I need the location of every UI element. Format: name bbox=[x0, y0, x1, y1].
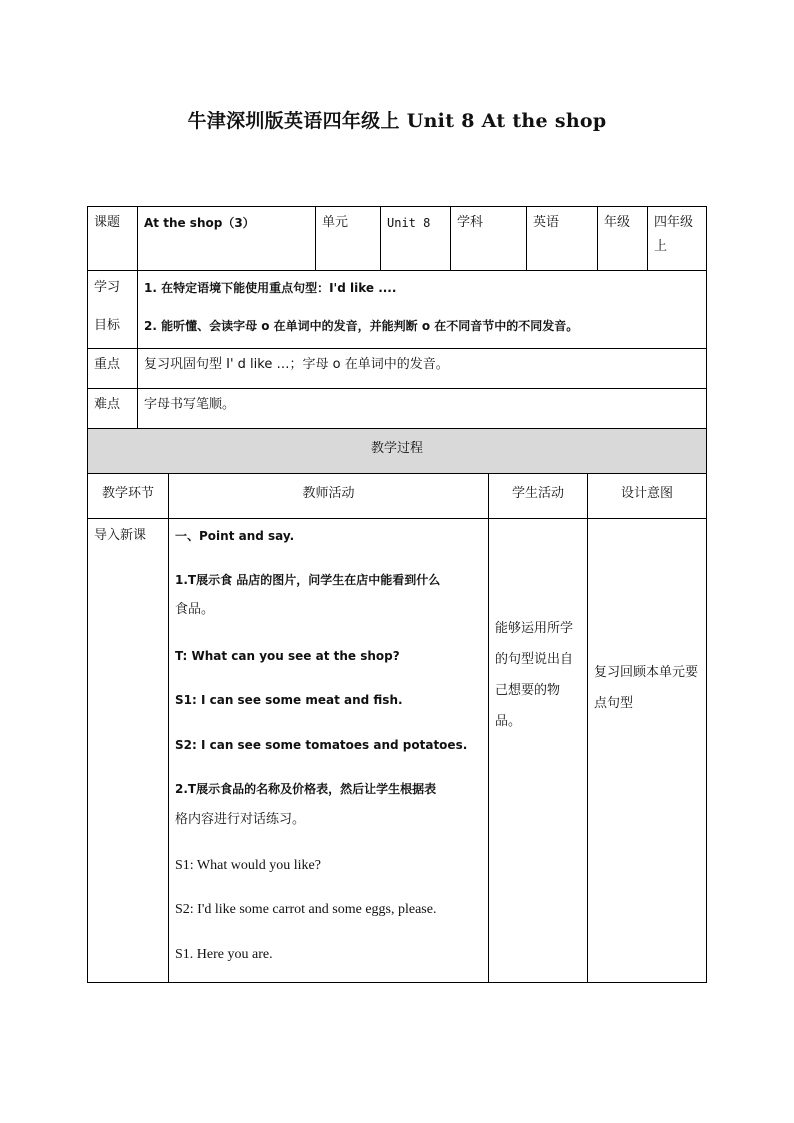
col-header-design: 设计意图 bbox=[588, 474, 707, 519]
grade-label: 年级 bbox=[598, 207, 648, 271]
topic-label: 课题 bbox=[88, 207, 138, 271]
unit-label: 单元 bbox=[316, 207, 381, 271]
col-header-student: 学生活动 bbox=[489, 474, 588, 519]
teacher-line-3: 食品。 bbox=[175, 602, 215, 617]
key-points-label: 重点 bbox=[88, 349, 138, 389]
col-header-stage: 教学环节 bbox=[88, 474, 169, 519]
objectives-label-line-2: 目标 bbox=[94, 318, 121, 333]
teacher-line-2: 1.T展示食 品店的图片，问学生在店中能看到什么 bbox=[175, 573, 441, 587]
key-points-value: 复习巩固句型 I' d like …；字母 o 在单词中的发音。 bbox=[138, 349, 707, 389]
col-header-teacher: 教师活动 bbox=[169, 474, 489, 519]
teacher-line-4: T: What can you see at the shop? bbox=[175, 649, 400, 663]
student-activity-cell: 能够运用所学的句型说出自己想要的物品。 bbox=[489, 519, 588, 983]
teacher-line-8: 格内容进行对话练习。 bbox=[175, 812, 306, 827]
teacher-line-5: S1: I can see some meat and fish. bbox=[175, 693, 403, 707]
teacher-line-6: S2: I can see some tomatoes and potatoes. bbox=[175, 738, 468, 752]
objective-item-1: 1. 在特定语境下能使用重点句型：I'd like .... bbox=[144, 281, 397, 295]
subject-value: 英语 bbox=[527, 207, 598, 271]
objectives-label bbox=[88, 271, 138, 349]
unit-value: Unit 8 bbox=[381, 207, 451, 271]
teacher-line-11: S1. Here you are. bbox=[175, 947, 273, 962]
teacher-line-7: 2.T展示食品的名称及价格表，然后让学生根据表 bbox=[175, 782, 437, 796]
objectives-content bbox=[138, 271, 707, 349]
difficulties-value: 字母书写笔顺。 bbox=[138, 389, 707, 429]
objective-item-2: 2. 能听懂、会读字母 o 在单词中的发音，并能判断 o 在不同音节中的不同发音。 bbox=[144, 319, 579, 333]
lesson-plan-table bbox=[87, 206, 707, 983]
grade-value: 四年级上 bbox=[648, 207, 707, 271]
difficulties-label: 难点 bbox=[88, 389, 138, 429]
process-header: 教学过程 bbox=[88, 429, 707, 474]
teacher-line-9: S1: What would you like? bbox=[175, 858, 321, 873]
teacher-activity-cell bbox=[169, 519, 489, 983]
document-title: 牛津深圳版英语四年级上 Unit 8 At the shop bbox=[187, 110, 607, 132]
teacher-line-1: 一、Point and say. bbox=[175, 529, 295, 543]
subject-label: 学科 bbox=[451, 207, 527, 271]
stage-cell: 导入新课 bbox=[88, 519, 169, 983]
teacher-line-10: S2: I'd like some carrot and some eggs, please. bbox=[175, 902, 437, 917]
objectives-label-line-1: 学习 bbox=[94, 280, 121, 295]
topic-value: At the shop（3） bbox=[138, 207, 316, 271]
design-intent-cell: 复习回顾本单元要点句型 bbox=[588, 519, 707, 983]
